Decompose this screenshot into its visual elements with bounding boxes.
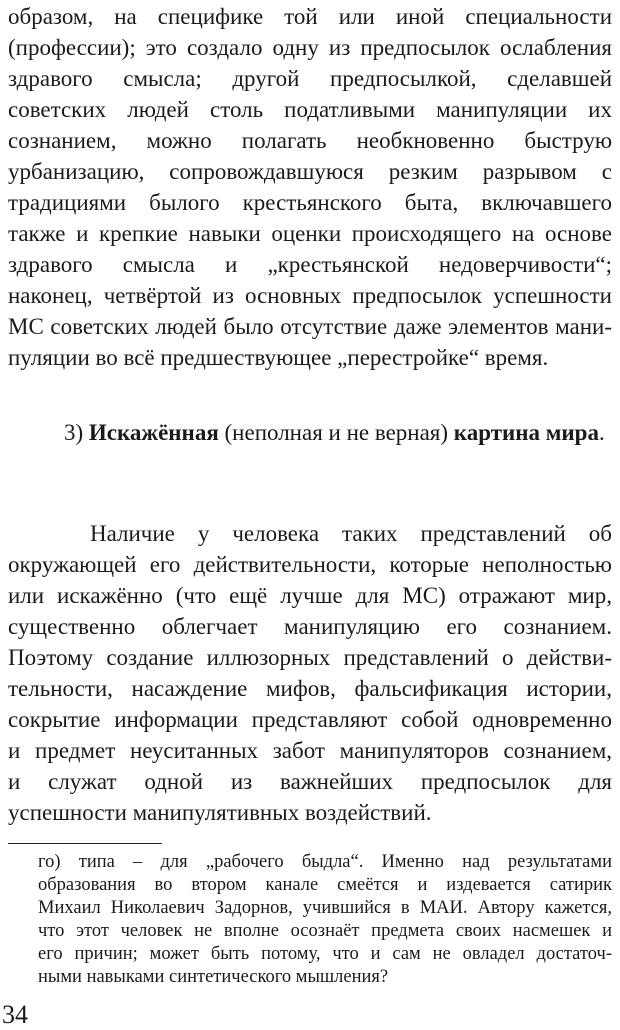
text-line: здравого смысла и „крестьянской недоверчивости“;: [8, 252, 612, 277]
text-line: образом, на специфике той или иной специальности: [8, 4, 612, 29]
text-line: также и крепкие навыки оценки происходящего на основе: [8, 221, 612, 246]
text-line: успешности манипулятивных воздействий.: [8, 800, 432, 825]
footnote-line: что этот человек не вполне осознаёт предмета своих насмешек и: [38, 921, 612, 941]
heading-period: .: [598, 420, 605, 445]
text-line: традициями былого крестьянского быта, включавшего: [8, 190, 612, 215]
text-line: существенно облегчает манипуляцию его сознанием.: [8, 614, 612, 639]
heading-parenthetical: (неполная и не верная): [224, 420, 449, 445]
text-line: (профессии); это создало одну из предпосылок ослабления: [8, 35, 612, 60]
heading-bold-worldview: картина мира: [453, 420, 599, 445]
footnote-line: го) типа – для „рабочего быдла“. Именно над результатами: [38, 852, 612, 872]
heading-number: 3): [64, 420, 84, 445]
text-line: окружающей его действительности, которые неполностью: [8, 552, 612, 577]
text-line: Поэтому создание иллюзорных представлений о действи-: [8, 645, 612, 670]
footnote-line: образования во втором канале смеётся и издевается сатирик: [38, 875, 612, 895]
text-line: пуляции во всё предшествующее „перестройке“ время.: [8, 345, 549, 370]
text-line: МС советских людей было отсутствие даже элементов мани-: [8, 314, 612, 339]
text-line: советских людей столь податливыми манипуляции их: [8, 97, 612, 122]
text-line: сокрытие информации представляют собой одновременно: [8, 707, 612, 732]
footnote-line: его причин; может быть потому, что и сам не овладел достаточ-: [38, 944, 612, 964]
text-line: урбанизацию, сопровождавшуюся резким разрывом с: [8, 159, 612, 184]
heading-bold-distorted: Искажённая: [88, 420, 219, 445]
text-line: тельности, насаждение мифов, фальсификация истории,: [8, 676, 612, 701]
page-number: 34: [2, 1000, 28, 1029]
section-heading: [8, 418, 612, 448]
text-line: и предмет неуситанных забот манипуляторов сознанием,: [8, 738, 612, 763]
footnote-divider: [8, 843, 162, 844]
text-line: или искажённо (что ещё лучше для МС) отражают мир,: [8, 583, 612, 608]
footnote-line: ными навыками синтетического мышления?: [38, 967, 389, 987]
text-line: здравого смысла; другой предпосылкой, сделавшей: [8, 66, 612, 91]
text-line: и служат одной из важнейших предпосылок для: [8, 769, 612, 794]
text-line: наконец, четвёртой из основных предпосылок успешности: [8, 283, 612, 308]
text-line: сознанием, можно полагать необкновенно быструю: [8, 128, 612, 153]
footnote-line: Михаил Николаевич Задорнов, учившийся в МАИ. Автору кажется,: [38, 898, 612, 918]
text-line: Наличие у человека таких представлений об: [90, 521, 612, 546]
